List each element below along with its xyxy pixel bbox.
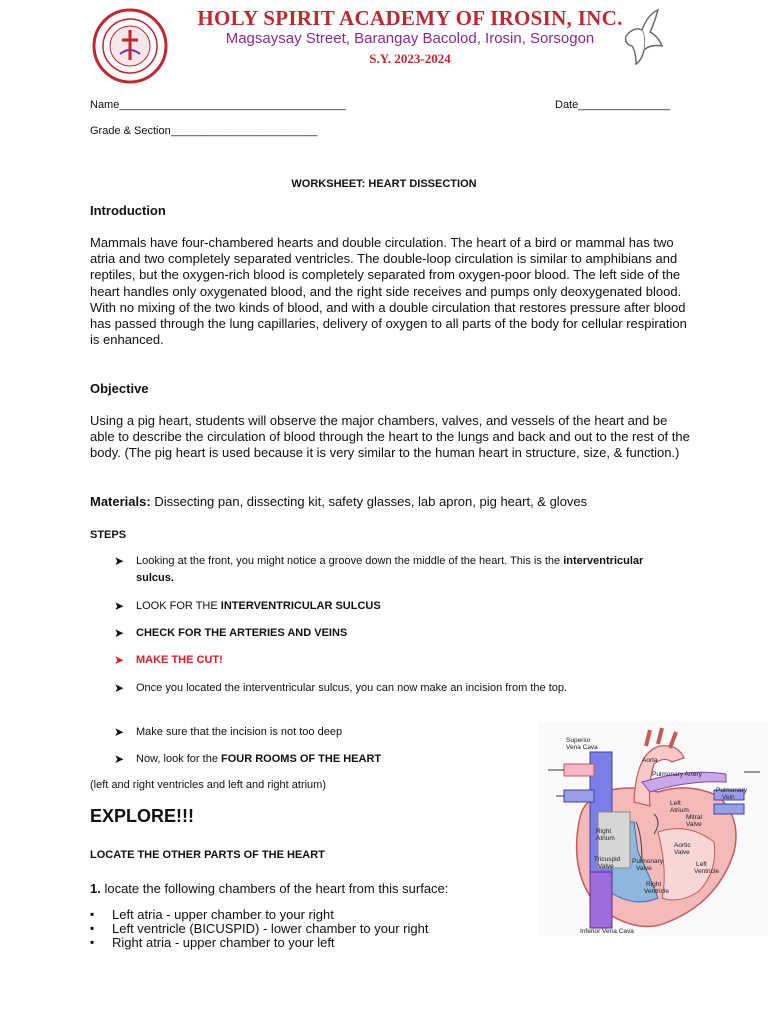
step-3: ➤ CHECK FOR THE ARTERIES AND VEINS — [114, 626, 348, 640]
date-line: _______________ — [578, 99, 671, 111]
label-left-atrium-2: Atrium — [670, 807, 689, 814]
label-tricuspid-2: Valve — [598, 863, 614, 870]
label-pulmonary-valve-1: Pulmonary — [632, 858, 664, 865]
name-label: Name — [90, 99, 120, 111]
step-7: ➤ Now, look for the FOUR ROOMS OF THE HEART — [114, 752, 382, 766]
label-tricuspid-1: Tricuspid — [594, 856, 621, 863]
arrow-icon: ➤ — [114, 681, 125, 695]
explore-heading: EXPLORE!!! — [90, 806, 195, 826]
name-field[interactable] — [90, 99, 346, 111]
list-item: ▪ Left atria - upper chamber to your right — [90, 908, 650, 922]
step-4: ➤ MAKE THE CUT! — [114, 653, 223, 667]
arrow-icon: ➤ — [114, 752, 125, 766]
list-item: ▪ Right atria - upper chamber to your left — [90, 936, 650, 950]
dove-icon — [618, 6, 666, 66]
label-vena-cava: Vena Cava — [566, 744, 598, 751]
label-right-ventricle-2: Ventricle — [644, 888, 669, 895]
label-mitral-1: Mitral — [686, 814, 702, 821]
label-right-atrium-1: Right — [596, 828, 612, 835]
objective-heading: Objective — [90, 381, 149, 396]
label-mitral-2: Valve — [686, 821, 702, 828]
materials-line — [90, 494, 690, 510]
label-left-atrium-1: Left — [670, 800, 681, 807]
arrow-icon: ➤ — [114, 599, 125, 613]
worksheet-title: WORKSHEET: HEART DISSECTION — [291, 178, 477, 190]
materials-text: Dissecting pan, dissecting kit, safety glasses, lab apron, pig heart, & gloves — [150, 494, 588, 509]
grade-section-field[interactable] — [90, 125, 318, 137]
label-left-ventricle-2: Ventricle — [694, 868, 719, 875]
step-5: ➤ Once you located the interventricular sulcus, you can now make an incision from the top. — [114, 681, 568, 695]
introduction-heading: Introduction — [90, 203, 166, 218]
explore-subheading: LOCATE THE OTHER PARTS OF THE HEART — [90, 849, 325, 861]
grade-line: ________________________ — [170, 125, 318, 137]
heart-diagram — [538, 722, 768, 936]
label-aorta: Aorta — [642, 757, 658, 764]
school-seal-icon — [92, 8, 168, 84]
step-2: ➤ LOOK FOR THE INTERVENTRICULAR SULCUS — [114, 599, 381, 613]
step-6: ➤ Make sure that the incision is not too deep — [114, 725, 343, 739]
label-superior: Superior — [566, 737, 591, 744]
arrow-icon: ➤ — [114, 653, 125, 667]
school-address: Magsaysay Street, Barangay Bacolod, Irosin, Sorsogon — [225, 30, 595, 47]
label-inferior-vena-cava: Inferior Vena Cava — [580, 928, 634, 935]
steps-note: (left and right ventricles and left and right atrium) — [90, 779, 327, 791]
grade-label: Grade & Section — [90, 125, 171, 137]
label-pulmonary-vein-2: Vein — [722, 794, 735, 801]
date-label: Date — [555, 99, 579, 111]
steps-heading: STEPS — [90, 529, 127, 541]
label-aortic-2: Valve — [674, 849, 690, 856]
name-line: _____________________________________ — [119, 99, 346, 111]
step-1: ➤ Looking at the front, you might notice a groove down the middle of the heart. This is the interventricular sulcus. — [114, 554, 644, 584]
school-year: S.Y. 2023-2024 — [369, 51, 451, 66]
materials-label: Materials: — [90, 494, 151, 509]
label-right-atrium-2: Atrium — [596, 835, 615, 842]
label-aortic-1: Aortic — [674, 842, 691, 849]
introduction-text: Mammals have four-chambered hearts and double circulation. The heart of a bird or mammal has two atria and two completely separated ventricles. The double-loop circulation is similar to amphibians and reptiles, but the oxygen-rich blood is completely separated from oxygen-poor blood. The left side of the heart handles only oxygenated blood, and the right side receives and pumps only deoxygenated blood. With no mixing of the two kinds of blood, and with a double circulation that restores pressure after blood has passed through the lung capillaries, delivery of oxygen to all parts of the body for cellular respiration is enhanced. — [90, 235, 687, 348]
objective-text: Using a pig heart, students will observe the major chambers, valves, and vessels of the heart and be able to describe the circulation of blood through the heart to the lungs and back and out to the rest of the body. (The pig heart is used because it is very similar to the human heart in structure, size, & function.) — [90, 413, 690, 461]
arrow-icon: ➤ — [114, 725, 125, 739]
arrow-icon: ➤ — [114, 626, 125, 640]
list-item: ▪ Left ventricle (BICUSPID) - lower chamber to your right — [90, 922, 650, 936]
date-field[interactable] — [555, 99, 670, 111]
label-pulmonary-artery: Pulmonary Artery — [652, 771, 702, 778]
explore-question: 1. locate the following chambers of the heart from this surface: — [90, 881, 449, 896]
school-name: HOLY SPIRIT ACADEMY OF IROSIN, INC. — [197, 6, 623, 30]
label-pulmonary-valve-2: Valve — [636, 865, 652, 872]
label-pulmonary-vein-1: Pulmonary — [716, 787, 748, 794]
arrow-icon: ➤ — [114, 554, 125, 568]
label-right-ventricle-1: Right — [646, 881, 662, 888]
label-left-ventricle-1: Left — [696, 861, 707, 868]
